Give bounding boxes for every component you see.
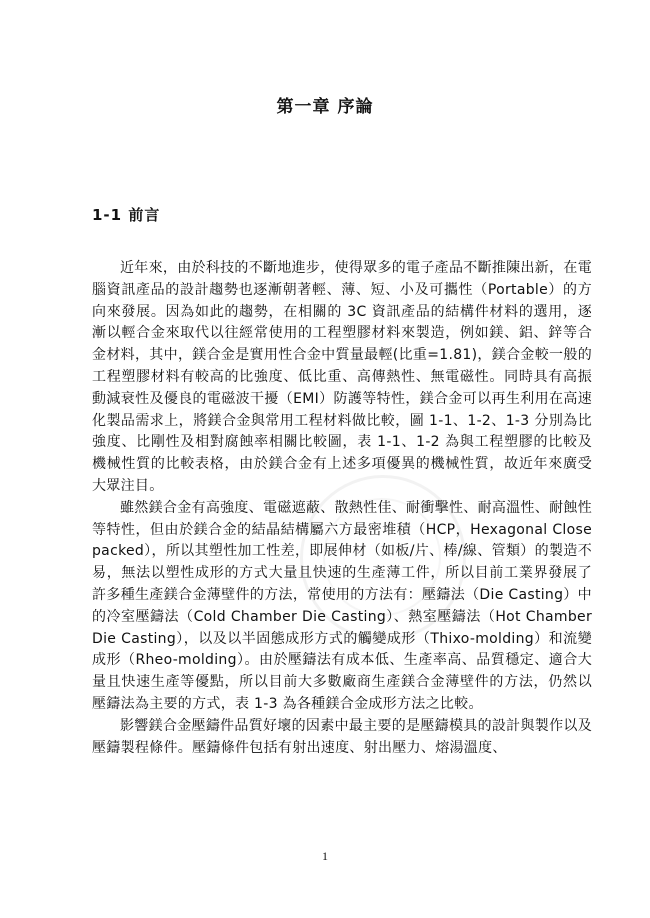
- paragraph-2: 雖然鎂合金有高強度、電磁遮蔽、散熱性佳、耐衝擊性、耐高溫性、耐蝕性等特性，但由於鎂合金的結晶結構屬六方最密堆積（HCP，Hexagonal Close packed），所以其塑性加工性差，即展伸材（如板/片、棒/線、管類）的製造不易，無法以塑性成形的方式大量且快速的生產薄工件，所以目前工業界發展了許多種生產鎂合金薄壁件的方法，常使用的方法有：壓鑄法（Die Casting）中的冷室壓鑄法（Cold Chamber Die Casting）、熱室壓鑄法（Hot Chamber Die Casting），以及以半固態成形方式的觸變成形（Thixo-molding）和流變成形（Rheo-molding）。由於壓鑄法有成本低、生產率高、品質穩定、適合大量且快速生產等優點，所以目前大多數廠商生產鎂合金薄壁件的方法，仍然以壓鑄法為主要的方式，表 1-3 為各種鎂合金成形方法之比較。: [92, 499, 592, 712]
- page-number: 1: [322, 849, 328, 863]
- paragraph-3: 影響鎂合金壓鑄件品質好壞的因素中最主要的是壓鑄模具的設計與製作以及壓鑄製程條件。壓鑄條件包括有射出速度、射出壓力、熔湯溫度、: [92, 717, 592, 756]
- chapter-title: 第一章 序論: [276, 97, 374, 117]
- section-heading: 1-1 前言: [92, 206, 161, 224]
- paragraph-1: 近年來，由於科技的不斷地進步，使得眾多的電子產品不斷推陳出新，在電腦資訊產品的設計趨勢也逐漸朝著輕、薄、短、小及可攜性（Portable）的方向來發展。因為如此的趨勢，在相關的 3C 資訊產品的結構件材料的選用，逐漸以輕合金來取代以往經常使用的工程塑膠材料來製造，例如鎂、鋁、鋅等合金材料，其中，鎂合金是實用性合金中質量最輕(比重=1.81)，鎂合金較一般的工程塑膠材料有較高的比強度、低比重、高傳熱性、無電磁性。同時具有高振動減衰性及優良的電磁波干擾（EMI）防護等特性，鎂合金可以再生利用在高速化製品需求上，將鎂合金與常用工程材料做比較，圖 1-1、1-2、1-3 分別為比強度、比剛性及相對腐蝕率相關比較圖，表 1-1、1-2 為與工程塑膠的比較及機械性質的比較表格，由於鎂合金有上述多項優異的機械性質，故近年來廣受大眾注目。: [92, 260, 592, 494]
- body-text: [92, 258, 592, 759]
